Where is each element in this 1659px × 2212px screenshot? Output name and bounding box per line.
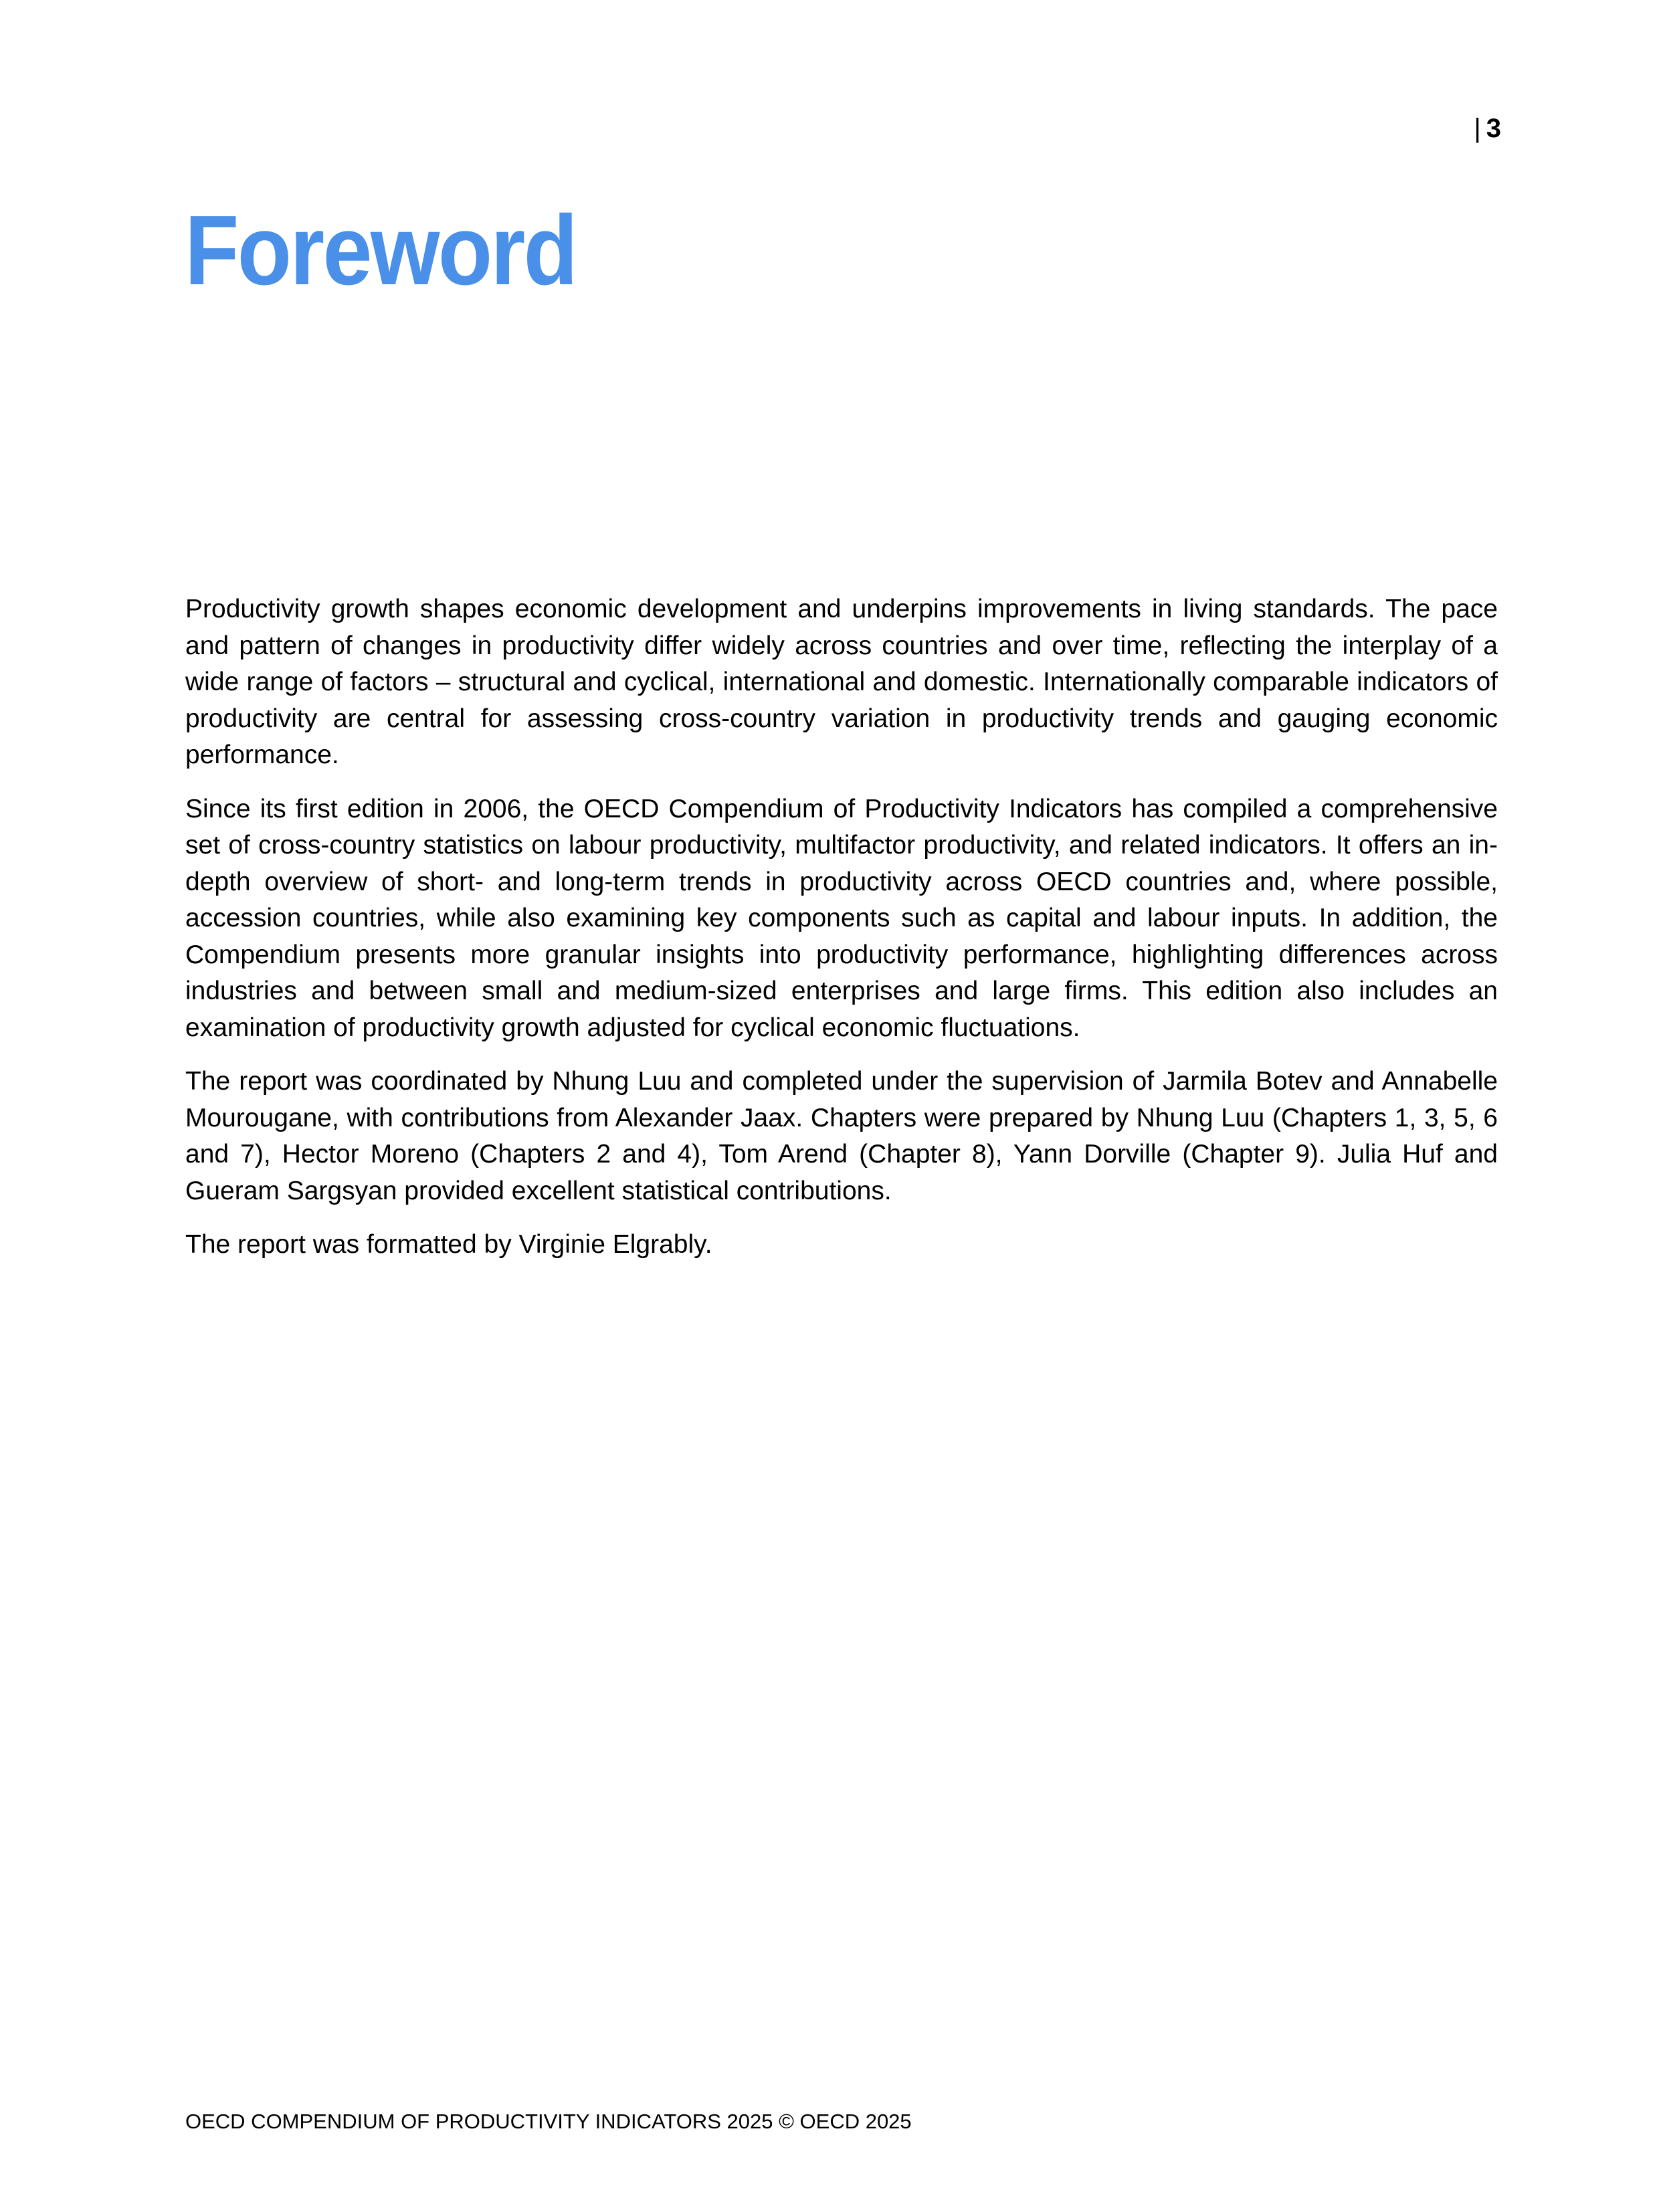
foreword-body (185, 591, 1498, 1281)
page-number-value: 3 (1486, 114, 1501, 143)
page-number-separator: | (1474, 114, 1481, 143)
page-title: Foreword (185, 195, 577, 306)
paragraph-4: The report was formatted by Virginie Elgrably. (185, 1230, 712, 1259)
paragraph-1: Productivity growth shapes economic development and underpins improvements in living standards. The pace and pattern of changes in productivity differ widely across countries and over time, reflecting the interplay of a wide range of factors – structural and cyclical, international and domestic. Internationally comparable indicators of productivity are central for assessing cross-country variation in productivity trends and gauging economic performance. (185, 595, 1498, 769)
page-footer: OECD COMPENDIUM OF PRODUCTIVITY INDICATORS 2025 © OECD 2025 (185, 2110, 912, 2133)
paragraph-3: The report was coordinated by Nhung Luu and completed under the supervision of Jarmila Botev and Annabelle Mourougane, with contributions from Alexander Jaax. Chapters were prepared by Nhung Luu (Chapters 1, 3, 5, 6 and 7), Hector Moreno (Chapters 2 and 4), Tom Arend (Chapter 8), Yann Dorville (Chapter 9). Julia Huf and Gueram Sargsyan provided excellent statistical contributions. (185, 1067, 1498, 1205)
paragraph-2: Since its first edition in 2006, the OECD Compendium of Productivity Indicators has compiled a comprehensive set of cross-country statistics on labour productivity, multifactor productivity, and related indicators. It offers an in-depth overview of short- and long-term trends in productivity across OECD countries and, where possible, accession countries, while also examining key components such as capital and labour inputs. In addition, the Compendium presents more granular insights into productivity performance, highlighting differences across industries and between small and medium-sized enterprises and large firms. This edition also includes an examination of productivity growth adjusted for cyclical economic fluctuations. (185, 794, 1498, 1042)
page-number (1474, 112, 1501, 144)
